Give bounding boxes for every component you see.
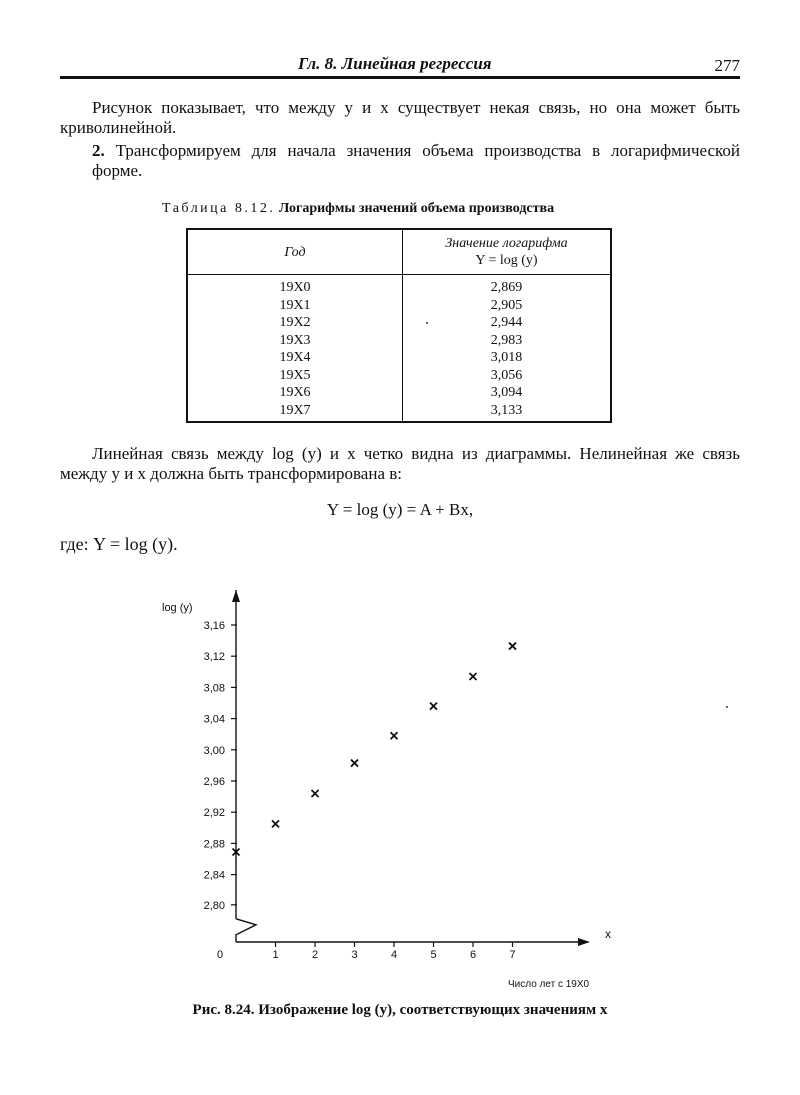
cell-log-value: 3,018 xyxy=(403,349,612,367)
log-values-table xyxy=(186,228,612,423)
table-title: Логарифмы значений объема производства xyxy=(278,201,555,216)
cell-log-value: 2,983 xyxy=(403,332,612,350)
y-tick-label: 3,00 xyxy=(203,744,225,757)
y-ticks xyxy=(204,620,237,912)
page-number: 277 xyxy=(714,56,740,75)
y-tick-label: 3,04 xyxy=(203,713,225,726)
cell-year: 19X5 xyxy=(279,367,311,383)
x-tick-label: 2 xyxy=(311,949,319,961)
x-ticks xyxy=(272,942,515,961)
data-point xyxy=(351,760,358,767)
table-row xyxy=(187,402,611,423)
table-row xyxy=(187,297,611,315)
formula: Y = log (y) = A + Bx, xyxy=(326,500,474,519)
data-point xyxy=(272,820,279,827)
table-header-year: Год xyxy=(187,229,403,275)
formula-definition: где: Y = log (y). xyxy=(60,534,178,554)
cell-year: 19X2 xyxy=(279,315,311,330)
table-row xyxy=(187,314,611,332)
y-tick-label: 2,92 xyxy=(203,807,225,820)
y-axis-label: log (y) xyxy=(162,602,193,614)
cell-year: 19X4 xyxy=(279,350,311,365)
cell-log-value: 3,133 xyxy=(403,402,612,423)
table-label: Таблица 8.12. xyxy=(162,201,276,216)
speck xyxy=(726,706,728,708)
running-header xyxy=(60,52,740,79)
data-point xyxy=(391,732,398,739)
table-header-log: Значение логарифма Y = log (y) xyxy=(403,229,612,275)
paragraph-step-2 xyxy=(92,141,740,181)
x-axis-arrow xyxy=(578,938,590,946)
step-number: 2. xyxy=(92,141,105,160)
table-row xyxy=(187,349,611,367)
data-point xyxy=(430,703,437,710)
y-tick-label: 2,88 xyxy=(203,838,225,851)
table-caption xyxy=(162,201,554,217)
cell-year: 19X1 xyxy=(279,297,311,313)
x-tick-label: 7 xyxy=(509,949,516,961)
cell-year: 19X6 xyxy=(279,385,311,400)
x-tick-label: 3 xyxy=(351,949,358,961)
data-point xyxy=(470,673,477,680)
scatter-chart xyxy=(0,580,800,1010)
y-tick-label: 2,84 xyxy=(203,869,225,882)
x-tick-label: 4 xyxy=(390,949,398,961)
cell-log-value: 2,944 xyxy=(403,314,612,332)
data-point xyxy=(509,643,516,650)
y-tick-label: 2,96 xyxy=(203,776,225,788)
y-axis-arrow xyxy=(232,590,240,602)
cell-year: 19X7 xyxy=(279,402,311,418)
y-tick-label: 3,12 xyxy=(203,651,225,664)
paragraph-linear-relation: Линейная связь между log (y) и x четко видна из диаграммы. Нелинейная же связь между y и x должна быть трансформирована в: xyxy=(60,444,740,483)
cell-log-value: 3,094 xyxy=(403,384,612,402)
table-row xyxy=(187,275,611,297)
y-tick-label: 3,08 xyxy=(203,682,225,695)
chapter-title: Гл. 8. Линейная регрессия xyxy=(298,54,492,73)
cell-year: 19X3 xyxy=(279,332,311,348)
y-tick-label: 2,80 xyxy=(203,899,225,912)
table-row xyxy=(187,332,611,350)
x-tick-label: 1 xyxy=(272,949,279,961)
cell-log-value: 3,056 xyxy=(403,367,612,385)
cell-log-value: 2,869 xyxy=(403,275,612,297)
cell-log-value: 2,905 xyxy=(403,297,612,315)
figure-caption: Рис. 8.24. Изображение log (y), соответствующих значениям x xyxy=(192,1002,608,1018)
table-row xyxy=(187,367,611,385)
data-points xyxy=(233,643,517,856)
data-point xyxy=(312,790,319,797)
x-axis-label: Число лет с 19X0 xyxy=(508,979,590,990)
origin-label: 0 xyxy=(216,949,224,961)
chart-axes xyxy=(232,590,590,946)
axis-break xyxy=(236,919,256,942)
speck xyxy=(426,322,428,324)
y-tick-label: 3,16 xyxy=(203,620,225,632)
step-text: Трансформируем для начала значения объема производства в логарифмической форме. xyxy=(92,141,741,180)
cell-year: 19X0 xyxy=(279,280,311,295)
x-tick-label: 6 xyxy=(469,949,477,961)
x-tick-label: 5 xyxy=(430,949,437,961)
x-axis-end-label: x xyxy=(605,927,611,941)
paragraph-intro: Рисунок показывает, что между y и x существует некая связь, но она может быть криволинейной. xyxy=(60,98,740,137)
table-row xyxy=(187,384,611,402)
